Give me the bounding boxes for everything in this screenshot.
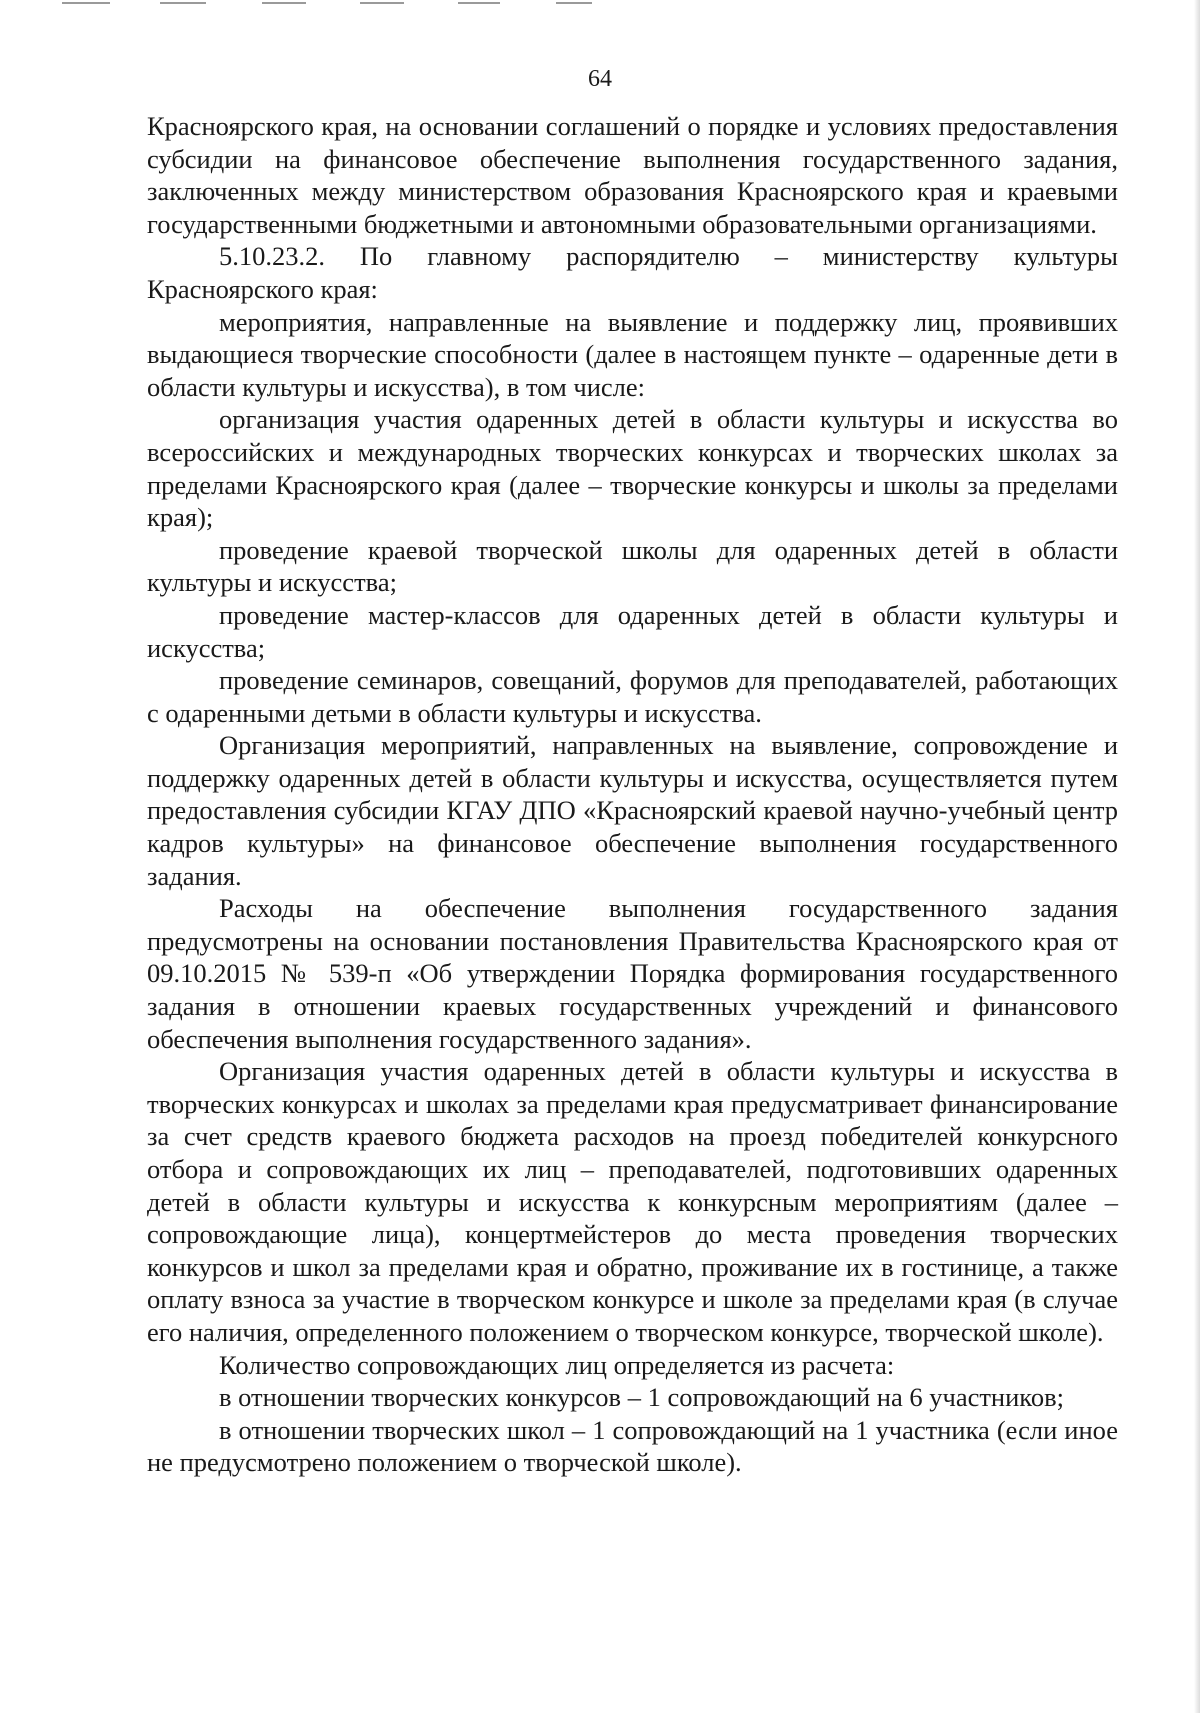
paragraph: Расходы на обеспечение выполнения государственного задания предусмотрены на основании постановления Правительства Красноярского края от 09.10.2015 № 539-п «Об утверждении Порядка формирования государственного задания в отношении краевых государственных учреждений и финансового обеспечения выполнения государственного задания». [147,893,1118,1054]
document-body [147,110,1118,1479]
paragraph: Организация мероприятий, направленных на выявление, сопровождение и поддержку одаренных детей в области культуры и искусства, осуществляется путем предоставления субсидии КГАУ ДПО «Красноярский краевой научно-учебный центр кадров культуры» на финансовое обеспечение выполнения государственного задания. [147,730,1118,891]
page-number: 64 [588,66,612,92]
paragraph: проведение семинаров, совещаний, форумов для преподавателей, работающих с одаренными детьми в области культуры и искусства. [147,665,1118,728]
paragraph: Организация участия одаренных детей в области культуры и искусства в творческих конкурсах и школах за пределами края предусматривает финансирование за счет средств краевого бюджета расходов на проезд победителей конкурсного отбора и сопровождающих их лиц – преподавателей, подготовивших одаренных детей в области культуры и искусства к конкурсным мероприятиям (далее – сопровождающие лица), концертмейстеров до места проведения творческих конкурсов и школ за пределами края и обратно, проживание их в гостинице, а также оплату взноса за участие в творческом конкурсе и школе за пределами края (в случае его наличия, определенного положением о творческом конкурсе, творческой школе). [147,1056,1118,1347]
scan-artifact-right-edge [1194,0,1200,1713]
scan-artifact-top [0,0,1200,8]
paragraph: мероприятия, направленные на выявление и поддержку лиц, проявивших выдающиеся творческие способности (далее в настоящем пункте – одаренные дети в области культуры и искусства), в том числе: [147,306,1118,402]
paragraph: проведение мастер-классов для одаренных детей в области культуры и искусства; [147,599,1118,663]
paragraph: 5.10.23.2. По главному распорядителю – министерству культуры Красноярского края: [147,241,1118,304]
paragraph: в отношении творческих школ – 1 сопровождающий на 1 участника (если иное не предусмотрено положением о творческой школе). [147,1414,1118,1478]
paragraph: в отношении творческих конкурсов – 1 сопровождающий на 6 участников; [219,1382,1064,1413]
paragraph: проведение краевой творческой школы для одаренных детей в области культуры и искусства; [147,534,1118,598]
paragraph: Количество сопровождающих лиц определяется из расчета: [219,1349,895,1380]
paragraph: Красноярского края, на основании соглашений о порядке и условиях предоставления субсидии на финансовое обеспечение выполнения государственного задания, заключенных между министерством образования Красноярского края и краевыми государственными бюджетными и автономными образовательными организациями. [147,111,1118,239]
paragraph: организация участия одаренных детей в области культуры и искусства во всероссийских и международных творческих конкурсах и творческих школах за пределами Красноярского края (далее – творческие конкурсы и школы за пределами края); [147,404,1118,533]
